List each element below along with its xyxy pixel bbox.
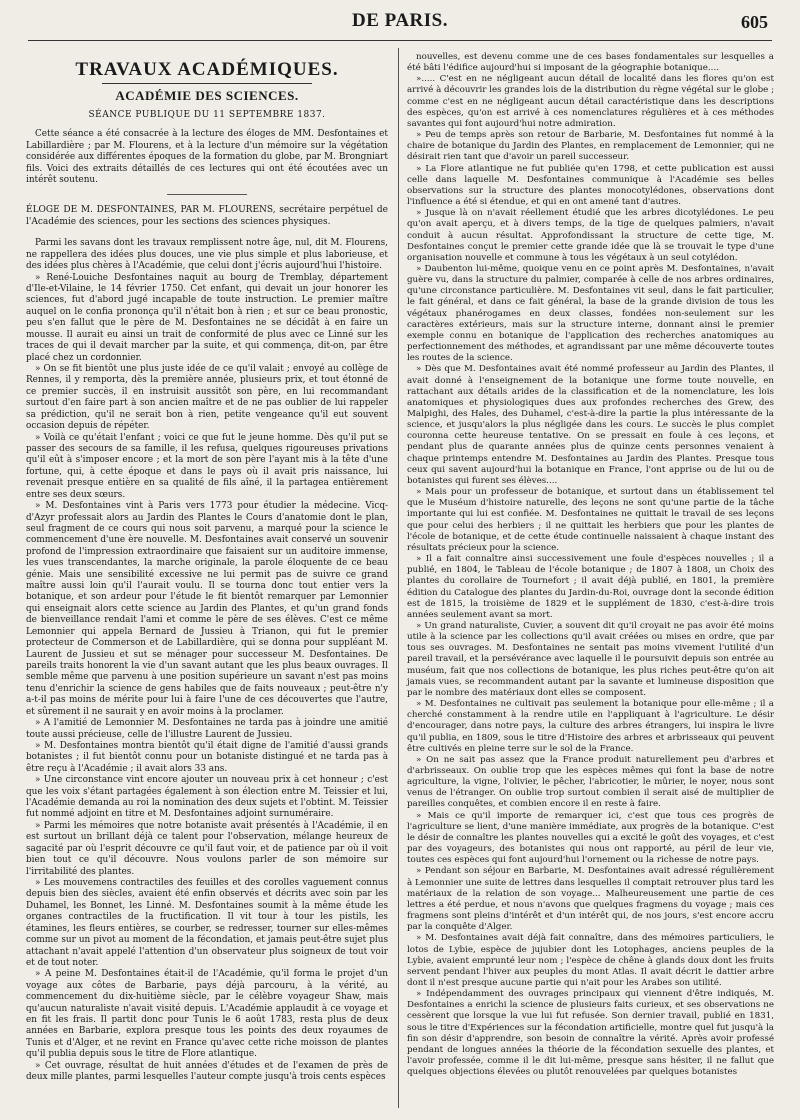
article-paragraph: Parmi les savans dont les travaux remplissent notre âge, nul, dit M. Flourens, ne rappellera des idées plus douces, une vie plus simple et plus laborieuse, et des idées plus chères à l'Académie, que celui dont j'écris aujourd'hui l'histoire. xyxy=(26,238,388,272)
article-paragraph: » Mais pour un professeur de botanique, et surtout dans un établissement tel que le Muséum d'histoire naturelle, des leçons ne sont qu'une partie de la tâche importante qui lui est confiée. M. Desfontaines ne quittait le travail de ses leçons que pour celui des herbiers ; il ne quittait les herbiers que pour les plantes de l'école de botanique, et de cette étude continuelle naissaient à chaque instant des résultats précieux pour la science. xyxy=(407,487,774,553)
section-heading: TRAVAUX ACADÉMIQUES. xyxy=(75,59,339,80)
intro-paragraph: Cette séance a été consacrée à la lecture des éloges de MM. Desfontaines et Labillardière ; par M. Flourens, et à la lecture d'un mémoire sur la végétation considérée aux différentes époques de la formation du globe, par M. Brongniart fils. Voici des extraits détaillés de ces lectures qui ont été écoutées avec un intérêt soutenu. xyxy=(26,129,388,185)
article-paragraph: » On ne sait pas assez que la France produit naturellement peu d'arbres et d'arbrisseaux. On oublie trop que les espèces mêmes qui font la base de notre agriculture, la vigne, l'olivier, le pêcher, l'abricotier, le mûrier, le noyer, nous sont venus de l'étranger. On oublie trop surtout combien il serait aisé de multiplier de pareilles conquêtes, et combien encore il en reste à faire. xyxy=(407,754,774,810)
article-paragraph: » Pendant son séjour en Barbarie, M. Desfontaines avait adressé régulièrement à Lemonnier une suite de lettres dans lesquelles il comptait retrouver plus tard les matériaux de la relation de son voyage... Malheureusement une partie de ces lettres a été perdue, et nous n'avons que quelques fragmens du voyage ; mais ces fragmens sont pleins d'intérêt et d'un intérêt qui, de nos jours, s'est encore accru par la conquête d'Alger. xyxy=(407,866,774,933)
header-rule xyxy=(28,40,772,41)
session-line: SÉANCE PUBLIQUE DU 11 SEPTEMBRE 1837. xyxy=(88,109,326,120)
academy-heading: ACADÉMIE DES SCIENCES. xyxy=(115,88,299,104)
article-paragraph: » Indépendamment des ouvrages principaux qui viennent d'être indiqués, M. Desfontaines a enrichi la science de plusieurs faits curieux, et ses observations ne cessèrent que lorsque la vue lui fut refusée. Son dernier travail, publié en 1831, sous le titre d'Expériences sur la fécondation artificielle, montre quel fut jusqu'à la fin son désir d'apprendre, son besoin de connaître la vérité. Après avoir professé pendant de longues années la théorie de la fécondation sexuelle des plantes, et l'avoir professée, comme il le dit lui-même, presque sans hésiter, il ne fallut que quelques objections élevées ou plutôt renouvelées par quelques botanistes xyxy=(407,989,774,1078)
article-paragraph: » M. Desfontaines montra bientôt qu'il était digne de l'amitié d'aussi grands botanistes ; il fut bientôt connu pour un botaniste distingué et ne tarda pas à être reçu à l'Académie ; il avait alors 33 ans. xyxy=(26,740,388,774)
article-paragraph: » Peu de temps après son retour de Barbarie, M. Desfontaines fut nommé à la chaire de botanique du Jardin des Plantes, en remplacement de Lemonnier, qui ne désirait rien tant que d'avoir un pareil successeur. xyxy=(407,130,774,163)
separator-rule xyxy=(167,194,247,195)
article-paragraph: » Daubenton lui-même, quoique venu en ce point après M. Desfontaines, n'avait guère vu, dans la structure du palmier, comparée à celle de nos arbres ordinaires, qu'une circonstance particulière. M. Desfontaines vit seul, dans le fait particulier, le fait général, et dans ce fait général, la base de la grande division de tous les végétaux phanérogames en deux classes, fondées non-seulement sur les caractères extérieurs, mais sur la structure interne, donnant ainsi le premier exemple connu en botanique de l'application des recherches anatomiques au perfectionnement des méthodes, et agrandissant par une même découverte toutes les routes de la science. xyxy=(407,263,774,364)
article-paragraph: » La Flore atlantique ne fut publiée qu'en 1798, et cette publication est aussi celle dans laquelle M. Desfontaines communique à l'Académie ses belles observations sur la structure des plantes monocotylédones, observations dont l'influence a été si étendue, et qui en ont amené tant d'autres. xyxy=(407,163,774,208)
article-paragraph: » A l'amitié de Lemonnier M. Desfontaines ne tarda pas à joindre une amitié toute aussi précieuse, celle de l'illustre Laurent de Jussieu. xyxy=(26,718,388,740)
right-article-body xyxy=(407,52,774,1078)
article-paragraph: nouvelles, est devenu comme une de ces bases fondamentales sur lesquelles a été bâti l'édifice aujourd'hui si imposant de la géographie botanique.... xyxy=(407,52,774,74)
article-paragraph: » Mais ce qu'il importe de remarquer ici, c'est que tous ces progrès de l'agriculture se lient, d'une manière immédiate, aux progrès de la botanique. C'est le désir de connaître les plantes nouvelles qui a excité le goût des voyages, et c'est par des voyageurs, des botanistes qui nous ont rapporté, au péril de leur vie, toutes ces espèces qui font aujourd'hui l'ornement ou la richesse de notre pays. xyxy=(407,810,774,866)
left-column xyxy=(26,52,388,1084)
newspaper-title: DE PARIS. xyxy=(352,10,448,31)
article-paragraph: » M. Desfontaines ne cultivait pas seulement la botanique pour elle-même ; il a cherché constamment à la rendre utile en l'appliquant à l'agriculture. Le désir d'encourager, dans notre pays, la culture des arbres étrangers, lui inspira le livre qu'il publia, en 1809, sous le titre d'Histoire des arbres et arbrisseaux qui peuvent être cultivés en pleine terre sur le sol de la France. xyxy=(407,699,774,754)
article-paragraph: » Une circonstance vint encore ajouter un nouveau prix à cet honneur ; c'est que les voix s'étant partagées également à son élection entre M. Teissier et lui, l'Académie demanda au roi la nomination des deux sujets et l'obtint. M. Teissier fut nommé adjoint en titre et M. Desfontaines adjoint surnuméraire. xyxy=(26,775,388,820)
article-paragraph: » Il a fait connaître ainsi successivement une foule d'espèces nouvelles ; il a publié, en 1804, le Tableau de l'école botanique ; de 1807 à 1808, un Choix des plantes du corollaire de Tournefort ; il avait déjà publié, en 1801, la première édition du Catalogue des plantes du Jardin-du-Roi, ouvrage dont la seconde édition est de 1815, la troisième de 1829 et le supplément de 1830, c'est-à-dire trois années seulement avant sa mort. xyxy=(407,554,774,620)
article-paragraph: » Voilà ce qu'était l'enfant ; voici ce que fut le jeune homme. Dès qu'il put se passer des secours de sa famille, il les refusa, quelques rigoureuses privations qu'il eût à s'imposer encore ; et la mort de son père l'ayant mis à la tête d'une fortune, qui, à cette époque et dans le pays où il avait pris naissance, lui revenait presque entière en sa qualité de fils aîné, il la partagea entièrement entre ses deux sœurs. xyxy=(26,432,388,500)
article-paragraph: » Un grand naturaliste, Cuvier, a souvent dit qu'il croyait ne pas avoir été moins utile à la science par les collections qu'il avait créées ou mises en ordre, que par tous ses ouvrages. M. Desfontaines ne sentait pas moins vivement l'utilité d'un pareil travail, et la persévérance avec laquelle il le poursuivit depuis son entrée au muséum, fait que nos collections de botanique, les plus riches peut-être qu'on ait jamais vues, se recommandent autant par la savante et lumineuse disposition que par le nombre des matériaux dont elles se composent. xyxy=(407,620,774,698)
page-number: 605 xyxy=(741,12,768,32)
article-paragraph: » René-Louiche Desfontaines naquit au bourg de Tremblay, département d'Ile-et-Vilaine, le 14 février 1750. Cet enfant, qui devait un jour honorer les sciences, fut d'abord jugé incapable de toute instruction. Le premier maître auquel on le confia prononça qu'il n'était bon à rien ; et sur ce beau pronostic, peu s'en fallut que le père de M. Desfontaines ne se décidât à en faire un mousse. Il aurait eu ainsi un trait de conformité de plus avec ce Linné sur les traces de qui il devait marcher par la suite, et qui commença, dit-on, par être placé chez un cordonnier. xyxy=(26,272,388,363)
article-paragraph: » M. Desfontaines vint à Paris vers 1773 pour étudier la médecine. Vicq-d'Azyr professait alors au Jardin des Plantes le Cours d'anatomie dont le plan, seul fragment de ce cours qui nous soit parvenu, a marqué pour la science le commencement d'une ère nouvelle. M. Desfontaines avait conservé un souvenir profond de l'impression extraordinaire que faisaient sur un auditoire immense, les vues transcendantes, la marche originale, la parole éloquente de ce beau génie. Mais une sensibilité excessive ne lui permit pas de suivre ce grand maître aussi loin qu'il l'aurait voulu. Il se tourna donc tout entier vers la botanique, et son ardeur pour l'étude le fit bientôt remarquer par Lemonnier qui enseignait alors cette science au Jardin des Plantes, et qu'un grand fonds de bienveillance rendait l'ami et comme le père de ses élèves. C'est ce même Lemonnier qui appela Bernard de Jussieu à Trianon, qui fut le premier protecteur de Commerson et de Labillardière, qui se donna pour suppléant M. Laurent de Jussieu et sut se ménager pour successeur M. Desfontaines. De pareils traits honorent la vie d'un savant autant que les plus beaux ouvrages. Il semble même que parvenu à une position supérieure un savant n'est pas moins tenu d'enrichir la science de gens habiles que de faits nouveaux ; peut-être n'y a-t-il pas moins de mérite pour lui à faire l'une de ces découvertes que l'autre, et sûrement il ne saurait y en avoir moins à la proclamer. xyxy=(26,501,388,717)
article-paragraph: » On se fit bientôt une plus juste idée de ce qu'il valait ; envoyé au collège de Rennes, il y remporta, dès la première année, plusieurs prix, et tout étonné de ce premier succès, il en instruisit aussitôt son père, en lui recommandant surtout d'en faire part à son ancien maître et de ne pas oublier de lui rappeler sa prédiction, qu'il ne serait bon à rien, petite vengeance qu'il eut souvent occasion depuis de répéter. xyxy=(26,364,388,432)
article-paragraph: »..... C'est en ne négligeant aucun détail de localité dans les flores qu'on est arrivé à découvrir les grandes lois de la distribution du règne végétal sur le globe ; comme c'est en ne négligeant aucun détail caractéristique dans les descriptions des espèces, qu'on est arrivé à ces nomenclatures régulières et à ces méthodes savantes qui font aujourd'hui notre admiration. xyxy=(407,74,774,129)
article-paragraph: » Parmi les mémoires que notre botaniste avait présentés à l'Académie, il en est surtout un brillant déjà ce talent pour l'observation, mélange heureux de sagacité par où l'esprit découvre ce qu'il faut voir, et de patience par où il voit bien tout ce qu'il découvre. Nous voulons parler de son mémoire sur l'irritabilité des plantes. xyxy=(26,820,388,877)
article-paragraph: » M. Desfontaines avait déjà fait connaître, dans des mémoires particuliers, le lotos de Lybie, espèce de jujubier dont les Lotophages, anciens peuples de la Lybie, avaient emprunté leur nom ; l'espèce de chêne à glands doux dont les fruits servent pendant l'hiver aux peuples du mont Atlas. Il avait décrit le dattier arbre dont il n'est presque aucune partie qui n'ait pour les Arabes son utilité. xyxy=(407,933,774,988)
article-paragraph: » Les mouvemens contractiles des feuilles et des corolles vaguement connus depuis bien des siècles, avaient été enfin observés et décrits avec soin par les Duhamel, les Bonnet, les Linné. M. Desfontaines soumit à la même étude les organes contractiles de la fructification. Il vit tour à tour les pistils, les étamines, les fleurs entières, se courber, se redresser, tourner sur elles-mêmes comme sur un pivot au moment de la fécondation, et jamais peut-être sujet plus attachant n'avait appelé l'attention d'un observateur plus soigneux de tout voir et de tout noter. xyxy=(26,878,388,968)
left-article-body xyxy=(26,238,388,1083)
page-header xyxy=(0,0,800,42)
eloge-heading: ÉLOGE DE M. DESFONTAINES, PAR M. FLOURENS, secrétaire perpétuel de l'Académie des sciences, pour les sections des sciences physiques. xyxy=(26,205,388,227)
article-paragraph: » Jusque là on n'avait réellement étudié que les arbres dicotylédones. Le peu qu'on avait aperçu, et à divers temps, de la tige de quelques palmiers, n'avait conduit à aucun résultat. Approfondissant la structure de cette tige, M. Desfontaines conçut le premier cette grande idée que là se trouvait le type d'une organisation nouvelle et commune à tous les végétaux à un seul cotylédon. xyxy=(407,208,774,263)
article-paragraph: » A peine M. Desfontaines était-il de l'Académie, qu'il forma le projet d'un voyage aux côtes de Barbarie, pays déjà parcouru, à la vérité, au commencement du dix-huitième siècle, par le célèbre voyageur Shaw, mais qu'aucun naturaliste n'avait visité depuis. L'Académie applaudit à ce voyage et en fit les frais. Il partit donc pour Tunis le 6 août 1783, resta plus de deux années en Barbarie, explora presque tous les points des deux royaumes de Tunis et d'Alger, et ne revint en France qu'avec cette riche moisson de plantes qu'il publia depuis sous le titre de Flore atlantique. xyxy=(26,969,388,1060)
column-divider xyxy=(398,48,399,1108)
article-paragraph: » Cet ouvrage, résultat de huit années d'études et de l'examen de près de deux mille plantes, parmi lesquelles l'auteur compte jusqu'à trois cents espèces xyxy=(26,1060,388,1083)
right-column xyxy=(407,52,774,1078)
heading-rule xyxy=(102,83,312,84)
article-paragraph: » Dès que M. Desfontaines avait été nommé professeur au Jardin des Plantes, il avait donné à l'enseignement de la botanique une forme toute nouvelle, en rattachant aux détails arides de la classification et de la nomenclature, les lois anatomiques et physiologiques dues aux profondes recherches des Grew, des Malpighi, des Hales, des Duhamel, c'est-à-dire la partie la plus intéressante de la science, et jusqu'alors la plus négligée dans les cours. Le succès le plus complet couronna cette heureuse tentative. On se pressait en foule à ces leçons, et pendant plus de quarante années plus de quinze cents personnes venaient à chaque printemps entendre M. Desfontaines au Jardin des Plantes. Presque tous ceux qui savent aujourd'hui la botanique en France, l'ont apprise ou de lui ou de botanistes qui furent ses élèves.... xyxy=(407,364,774,486)
